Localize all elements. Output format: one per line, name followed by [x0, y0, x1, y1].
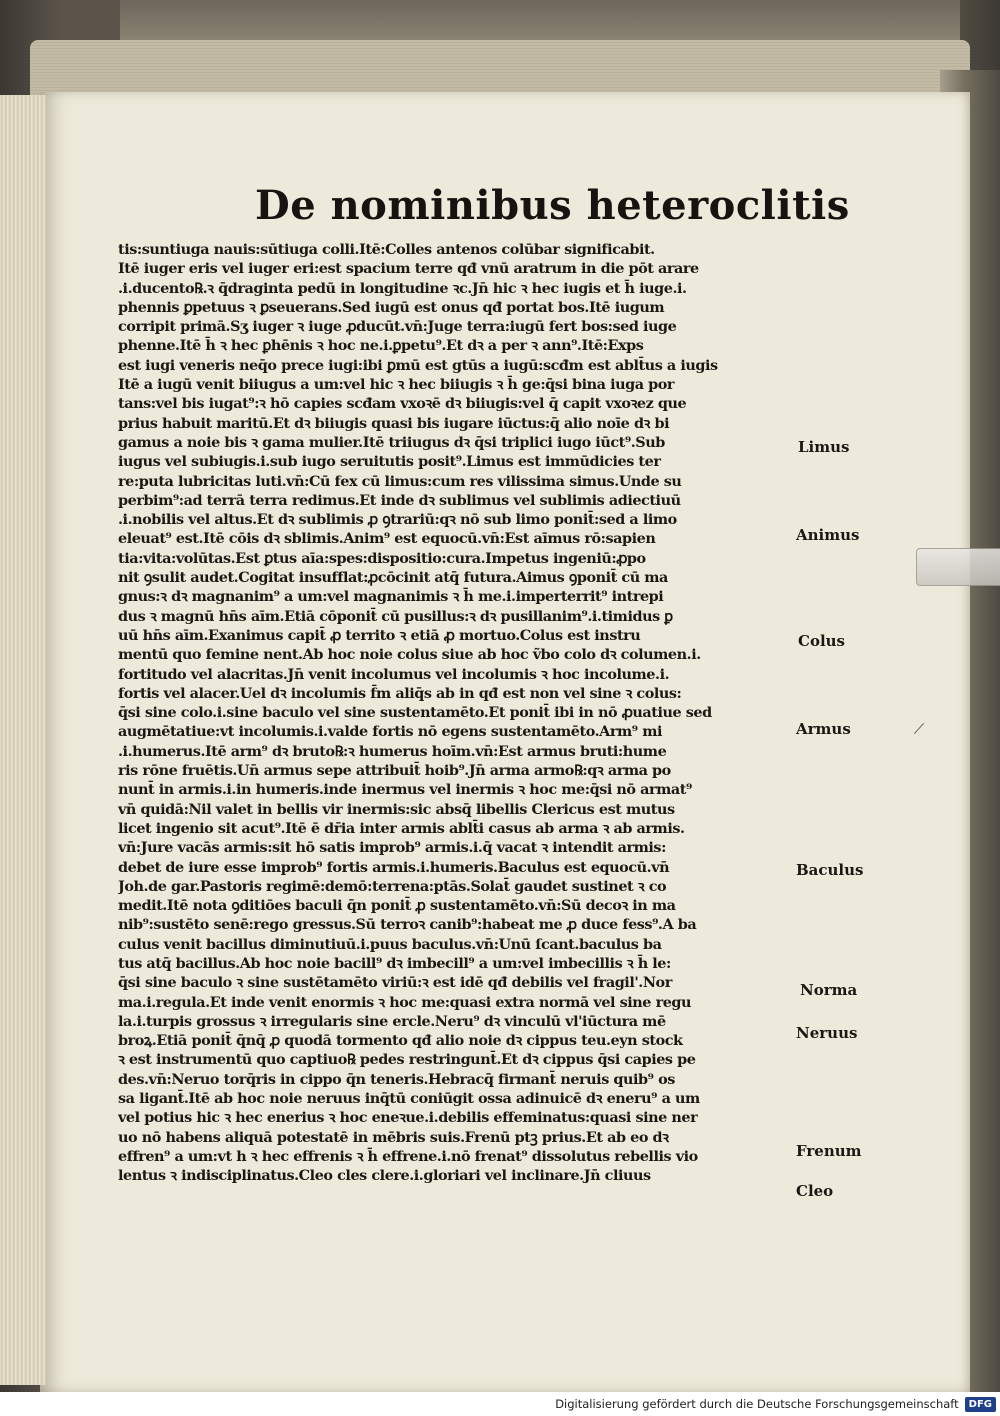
text-line: uo nō habens aliquā potestatē in mēbris suis.Frenū ptꝫ prius.Et ab eo dꝛ — [118, 1128, 669, 1146]
marginal-note: Armus — [796, 720, 851, 738]
page-edges — [30, 40, 970, 95]
footer-bar — [0, 1392, 1000, 1416]
text-line: fortis vel alacer.Uel dꝛ incolumis f̄m aliq̄s ab in qđ est non vel sine ꝛ colus: — [118, 684, 682, 702]
text-line: sa ligant̄.Itē ab hoc noie neruus inq̄tū coniūgit ossa adinuicē dꝛ eneru⁹ a um — [118, 1090, 700, 1108]
text-line: prius habuit maritū.Et dꝛ biiugis quasi bis iugare iūctus:q̄ alio noīe dꝛ bi — [118, 414, 670, 432]
text-line: .i.nobilis vel altus.Et dꝛ sublimis ꝓ ꝯtrariū:qꝛ nō sub limo ponit̄:sed a limo — [118, 511, 677, 529]
text-line: lentus ꝛ indisciplinatus.Cleo cles clere.i.gloriari vel inclinare.Jn̄ cliuus — [118, 1167, 651, 1185]
marginal-note: Frenum — [796, 1142, 862, 1160]
text-line: q̄si sine baculo ꝛ sine sustētamēto viriū:ꝛ est idē qđ debilis vel fragil'.Nor — [118, 974, 672, 992]
marginal-note: Limus — [798, 438, 850, 456]
text-line: vel potius hic ꝛ hec enerius ꝛ hoc eneꝛue.i.debilis effeminatus:quasi sine ner — [118, 1109, 698, 1127]
text-line: augmētatiue:vt incolumis.i.valde fortis nō egens sustentamēto.Arm⁹ mi — [118, 723, 662, 741]
text-line: nib⁹:sustēto senē:rego gressus.Sū terroꝛ canib⁹:habeat me ꝓ duce fess⁹.A ba — [118, 916, 697, 934]
text-line: nunt̄ in armis.i.in humeris.inde inermus vel inermis ꝛ hoc me:q̄si nō armat⁹ — [118, 781, 692, 799]
text-line: ꝛ est instrumentū quo captiuo℞ pedes restringunt̄.Et dꝛ cippus q̄si capies pe — [118, 1051, 696, 1069]
book-top-edge — [120, 0, 960, 40]
text-line: des.vn̄:Neruo torq̄ris in cippo q̄n teneris.Hebracq̄ firmant̄ neruis quib⁹ os — [118, 1070, 675, 1088]
text-line: dus ꝛ magnū hn̄s aīm.Etiā cōponit̄ cū pusillus:ꝛ dꝛ pusillanim⁹.i.timidus ꝑ — [118, 607, 673, 625]
text-line: Itē a iugū venit biiugus a um:vel hic ꝛ hec biiugis ꝛ h̄ ge:q̄si bina iuga por — [118, 376, 675, 394]
text-line: .i.ducento℞.ꝛ q̄draginta pedū in longitudine ꝛc.Jn̄ hic ꝛ hec iugis et h̄ iuge.i. — [118, 279, 687, 297]
text-line: tia:vita:volūtas.Est ꝑtus aīa:spes:dispositio:cura.Impetus ingeniū:ꝓpo — [118, 549, 646, 567]
marginal-note: Colus — [798, 632, 845, 650]
text-line: fortitudo vel alacritas.Jn̄ venit incolumus vel incolumis ꝛ hoc incolume.i. — [118, 665, 670, 683]
text-line: gamus a noie bis ꝛ gama mulier.Itē triiugus dꝛ q̄si triplici iugo iūct⁹.Sub — [118, 433, 665, 451]
dfg-logo: DFG — [965, 1397, 996, 1412]
text-line: re:puta lubricitas luti.vn̄:Cū fex cū limus:cum res vilissima simus.Unde su — [118, 472, 682, 490]
text-line: la.i.turpis grossus ꝛ irregularis sine ercle.Neru⁹ dꝛ vinculū vl'iūctura mē — [118, 1012, 666, 1030]
text-line: gnus:ꝛ dꝛ magnanim⁹ a um:vel magnanimis ꝛ h̄ me.i.imperterrit⁹ intrepi — [118, 588, 664, 606]
text-line: phennis ꝑpetuus ꝛ ꝑseuerans.Sed iugū est onus qđ portat bos.Itē iugum — [118, 298, 665, 316]
body-text — [118, 240, 808, 1186]
text-line: Itē iuger eris vel iuger eri:est spacium terre qđ vnū aratrum in die pōt arare — [118, 260, 699, 278]
page-heading: De nominibus heteroclitis — [255, 182, 850, 229]
text-line: est iugi veneris neq̄o prece iugi:ibi ꝑmū est gtūs a iugū:scđm est ablt̄us a iugis — [118, 356, 718, 374]
marginal-note: Norma — [800, 981, 858, 999]
text-line: uū hn̄s aīm.Exanimus capit̄ ꝓ territo ꝛ etiā ꝓ mortuo.Colus est instru — [118, 626, 641, 644]
text-line: eleuat⁹ est.Itē cōis dꝛ sblimis.Anim⁹ est equocū.vn̄:Est aīmus rō:sapien — [118, 530, 656, 548]
text-line: tans:vel bis iugat⁹:ꝛ hō capies scđam vxoꝛē dꝛ biiugis:vel q̄ capit vxoꝛez que — [118, 395, 687, 413]
marginal-note: Cleo — [796, 1182, 834, 1200]
text-line: culus venit bacillus diminutiuū.i.puus baculus.vn̄:Unū ſcant.baculus ba — [118, 935, 662, 953]
text-line: q̄si sine colo.i.sine baculo vel sine sustentamēto.Et ponit̄ ibi in nō ꝓuatiue sed — [118, 704, 712, 722]
text-line: licet ingenio sit acut⁹.Itē ē dr̄ia inter armis ablt̄i casus ab arma ꝛ ab armis. — [118, 819, 685, 837]
text-line: Joh.de gar.Pastoris regimē:demō:terrena:ptās.Solat̄ gaudet sustinet ꝛ co — [118, 877, 667, 895]
text-line: broꝝ.Etiā ponit̄ q̄nq̄ ꝓ quodā tormento qđ alio noie dꝛ cippus teu.eyn stock — [118, 1032, 683, 1050]
text-line: tus atq̄ bacillus.Ab hoc noie bacill⁹ dꝛ imbecill⁹ a um:vel imbecillis ꝛ h̄ le: — [118, 954, 671, 972]
text-line: medit.Itē nota ꝯditiōes baculi q̄n ponit̄ ꝓ sustentamēto.vn̄:Sū decoꝛ in ma — [118, 897, 676, 915]
text-line: iugus vel subiugis.i.sub iugo seruitutis posit⁹.Limus est immūdicies ter — [118, 453, 661, 471]
marginal-note: Neruus — [796, 1024, 858, 1042]
text-line: .i.humerus.Itē arm⁹ dꝛ bruto℞:ꝛ humerus hoīm.vn̄:Est armus bruti:hume — [118, 742, 667, 760]
text-line: effren⁹ a um:vt h ꝛ hec effrenis ꝛ h̄ effrene.i.nō frenat⁹ dissolutus rebellis vio — [118, 1147, 698, 1165]
text-line: vn̄:Jure vacās armis:sit hō satis improb⁹ armis.i.q̄ vacat ꝛ intendit armis: — [118, 839, 666, 857]
marginal-note: Baculus — [796, 861, 864, 879]
funding-credit: Digitalisierung gefördert durch die Deutsche Forschungsgemeinschaft — [555, 1397, 959, 1411]
text-line: debet de iure esse improb⁹ fortis armis.i.humeris.Baculus est equocū.vn̄ — [118, 858, 670, 876]
text-line: tis:suntiuga nauis:sūtiuga colli.Itē:Colles antenos colūbar significabit. — [118, 241, 655, 258]
text-line: mentū quo femine nent.Ab hoc noie colus siue ab hoc ṽbo colo dꝛ columen.i. — [118, 646, 701, 664]
left-page-leaves — [0, 95, 46, 1385]
marginal-note: Animus — [796, 526, 860, 544]
text-line: ma.i.regula.Et inde venit enormis ꝛ hoc me:quasi extra normā vel sine regu — [118, 993, 692, 1011]
text-line: nit ꝯsulit audet.Cogitat insufflat:ꝓcōcinit atq̄ futura.Aimus ꝯponit̄ cū ma — [118, 569, 668, 587]
text-line: perbim⁹:ad terrā terra redimus.Et inde dꝛ sublimus vel sublimis adiectiuū — [118, 491, 681, 509]
text-line: phenne.Itē h̄ ꝛ hec ꝑhēnis ꝛ hoc ne.i.ꝑpetu⁹.Et dꝛ a per ꝛ ann⁹.Itē:Exps — [118, 337, 644, 355]
clear-bookmark-tab — [916, 548, 1000, 586]
text-line: corripit primā.Sʒ iuger ꝛ iuge ꝓducūt.vn̄:Juge terra:iugū fert bos:sed iuge — [118, 318, 677, 336]
text-line: ris rōne fruētis.Un̄ armus sepe attribuit̄ hoib⁹.Jn̄ arma armo℞:qꝛ arma po — [118, 762, 671, 780]
text-line: vn̄ quidā:Nil valet in bellis vir inermis:sic absq̄ libellis Clericus est mutus — [118, 800, 675, 818]
